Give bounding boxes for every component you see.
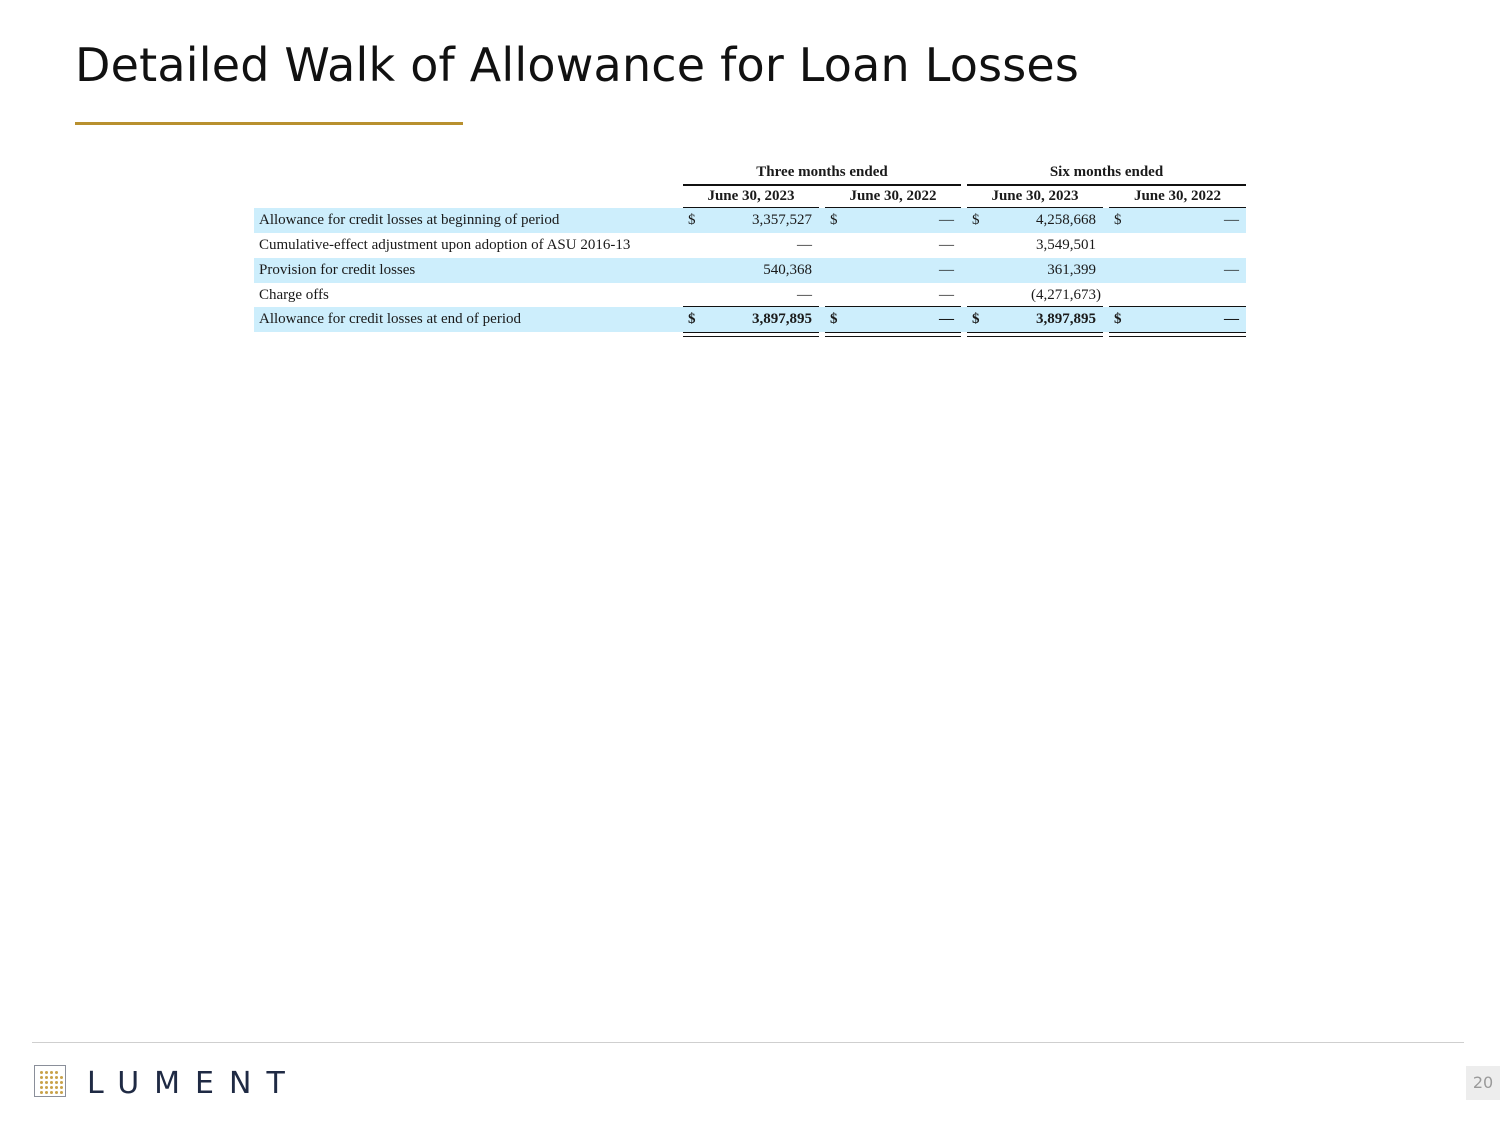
- table-row: [254, 233, 1246, 258]
- row-label: Allowance for credit losses at end of period: [259, 311, 521, 327]
- logo-dot: [55, 1071, 58, 1074]
- currency-symbol: $: [830, 311, 838, 327]
- table-cell: [683, 233, 819, 258]
- logo-dot: [55, 1091, 58, 1094]
- table-row: [254, 283, 1246, 308]
- currency-symbol: $: [1114, 311, 1122, 327]
- table-cell: [1109, 307, 1246, 332]
- table-cell: [967, 307, 1103, 332]
- cell-value: —: [797, 237, 812, 253]
- table-cell: [825, 208, 961, 233]
- cell-value: —: [939, 311, 954, 327]
- table-cell: [1109, 258, 1246, 283]
- total-double-rule: [1109, 332, 1246, 337]
- cell-value: 540,368: [763, 262, 812, 278]
- table-cell: [967, 258, 1103, 283]
- currency-symbol: $: [688, 311, 696, 327]
- row-label: Charge offs: [259, 287, 329, 303]
- table-cell: [825, 258, 961, 283]
- logo-dot: [40, 1091, 43, 1094]
- table-cell: [825, 307, 961, 332]
- logo-dot: [55, 1076, 58, 1079]
- cell-value: —: [797, 287, 812, 303]
- logo-dot: [50, 1071, 53, 1074]
- period-header-six-months: Six months ended: [967, 160, 1246, 186]
- table-cell: [967, 208, 1103, 233]
- logo-dot: [45, 1081, 48, 1084]
- table-cell: [1109, 283, 1246, 308]
- cell-value: 3,897,895: [752, 311, 812, 327]
- column-header: June 30, 2022: [825, 186, 961, 209]
- currency-symbol: $: [830, 212, 838, 228]
- cell-value: —: [939, 237, 954, 253]
- logo-dot: [60, 1091, 63, 1094]
- cell-value: 3,357,527: [752, 212, 812, 228]
- cell-value: —: [939, 262, 954, 278]
- cell-value: 361,399: [1047, 262, 1096, 278]
- column-header: June 30, 2023: [967, 186, 1103, 209]
- total-double-rule: [683, 332, 819, 337]
- allowance-table: [254, 160, 1246, 336]
- cell-value: —: [1224, 212, 1239, 228]
- period-header-three-months: Three months ended: [683, 160, 961, 186]
- currency-symbol: $: [972, 311, 980, 327]
- table-row-total: [254, 307, 1246, 332]
- brand-logo-text: LUMENT: [87, 1066, 300, 1101]
- currency-symbol: $: [1114, 212, 1122, 228]
- row-label: Allowance for credit losses at beginning of period: [259, 212, 560, 228]
- logo-dot: [50, 1091, 53, 1094]
- logo-dot: [45, 1086, 48, 1089]
- table-cell: [967, 283, 1103, 308]
- cell-value: (4,271,673): [1031, 287, 1101, 303]
- logo-dot: [40, 1081, 43, 1084]
- cell-value: —: [1224, 262, 1239, 278]
- total-double-rule: [967, 332, 1103, 337]
- table-cell: [1109, 208, 1246, 233]
- footer-divider: [32, 1042, 1464, 1043]
- logo-dot: [55, 1081, 58, 1084]
- column-header: June 30, 2022: [1109, 186, 1246, 209]
- dot-grid-logo-icon: [34, 1065, 66, 1097]
- currency-symbol: $: [688, 212, 696, 228]
- logo-dot: [50, 1076, 53, 1079]
- table-row: [254, 258, 1246, 283]
- table-cell: [1109, 233, 1246, 258]
- logo-dot: [45, 1091, 48, 1094]
- table-cell: [825, 283, 961, 308]
- table-cell: [683, 283, 819, 308]
- cell-value: —: [1224, 311, 1239, 327]
- logo-dot: [45, 1076, 48, 1079]
- page-number: 20: [1466, 1066, 1500, 1100]
- cell-value: —: [939, 212, 954, 228]
- table-cell: [683, 258, 819, 283]
- slide-title: Detailed Walk of Allowance for Loan Losses: [75, 38, 1080, 92]
- cell-value: 3,897,895: [1036, 311, 1096, 327]
- cell-value: —: [939, 287, 954, 303]
- table-cell: [683, 208, 819, 233]
- table-cell: [683, 307, 819, 332]
- logo-dot: [55, 1086, 58, 1089]
- logo-dot: [60, 1081, 63, 1084]
- logo-dot: [60, 1086, 63, 1089]
- logo-dot: [60, 1076, 63, 1079]
- table-row: [254, 208, 1246, 233]
- logo-dot: [40, 1076, 43, 1079]
- row-label: Provision for credit losses: [259, 262, 416, 278]
- table-cell: [825, 233, 961, 258]
- total-double-rule: [825, 332, 961, 337]
- column-header: June 30, 2023: [683, 186, 819, 209]
- logo-dot: [45, 1071, 48, 1074]
- currency-symbol: $: [972, 212, 980, 228]
- cell-value: 3,549,501: [1036, 237, 1096, 253]
- logo-dot: [50, 1086, 53, 1089]
- logo-dot: [50, 1081, 53, 1084]
- title-underline: [75, 122, 463, 125]
- table-cell: [967, 233, 1103, 258]
- row-label: Cumulative-effect adjustment upon adoption of ASU 2016-13: [259, 237, 631, 253]
- cell-value: 4,258,668: [1036, 212, 1096, 228]
- logo-dot: [40, 1071, 43, 1074]
- logo-dot: [40, 1086, 43, 1089]
